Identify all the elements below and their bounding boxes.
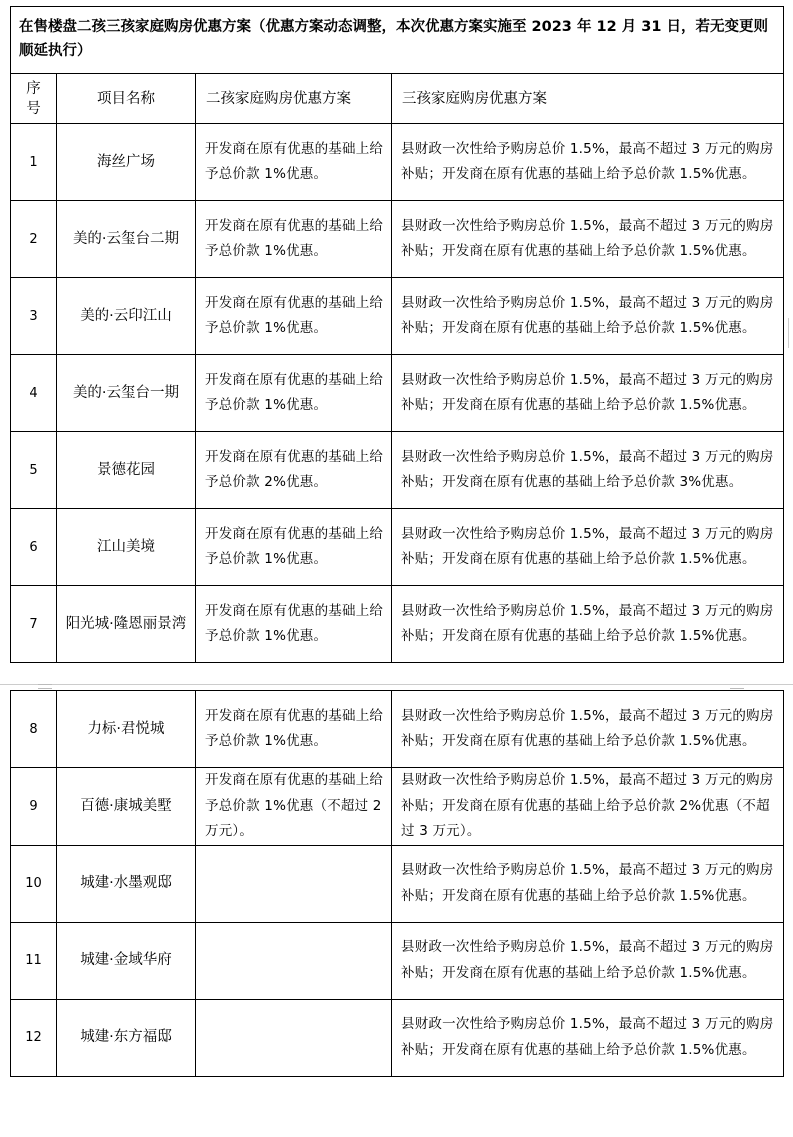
two-child-offer: 开发商在原有优惠的基础上给予总价款 1%优惠。 <box>196 278 392 355</box>
three-child-offer: 县财政一次性给予购房总价 1.5%，最高不超过 3 万元的购房补贴；开发商在原有优惠的基础上给予总价款 1.5%优惠。 <box>392 201 784 278</box>
project-name: 海丝广场 <box>57 124 196 201</box>
three-child-offer: 县财政一次性给予购房总价 1.5%，最高不超过 3 万元的购房补贴；开发商在原有优惠的基础上给予总价款 1.5%优惠。 <box>392 278 784 355</box>
project-name: 景德花园 <box>57 432 196 509</box>
table-title: 在售楼盘二孩三孩家庭购房优惠方案（优惠方案动态调整，本次优惠方案实施至 2023 年 12 月 31 日，若无变更则顺延执行） <box>11 7 784 74</box>
project-name: 美的·云印江山 <box>57 278 196 355</box>
table-row <box>11 586 784 663</box>
project-name: 力标·君悦城 <box>57 691 196 768</box>
table-row <box>11 509 784 586</box>
table-row <box>11 355 784 432</box>
three-child-offer: 县财政一次性给予购房总价 1.5%，最高不超过 3 万元的购房补贴；开发商在原有优惠的基础上给予总价款 1.5%优惠。 <box>392 509 784 586</box>
row-number: 7 <box>11 586 57 663</box>
page-break-line <box>0 684 793 685</box>
row-number: 6 <box>11 509 57 586</box>
row-number: 12 <box>11 999 57 1076</box>
project-name: 城建·东方福邸 <box>57 999 196 1076</box>
two-child-offer: 开发商在原有优惠的基础上给予总价款 2%优惠。 <box>196 432 392 509</box>
two-child-offer: 开发商在原有优惠的基础上给予总价款 1%优惠。 <box>196 355 392 432</box>
three-child-offer: 县财政一次性给予购房总价 1.5%，最高不超过 3 万元的购房补贴；开发商在原有优惠的基础上给予总价款 2%优惠（不超过 3 万元）。 <box>392 768 784 846</box>
project-name: 城建·金域华府 <box>57 922 196 999</box>
two-child-offer: 开发商在原有优惠的基础上给予总价款 1%优惠。 <box>196 691 392 768</box>
three-child-offer: 县财政一次性给予购房总价 1.5%，最高不超过 3 万元的购房补贴；开发商在原有优惠的基础上给予总价款 3%优惠。 <box>392 432 784 509</box>
project-name: 美的·云玺台二期 <box>57 201 196 278</box>
project-name: 江山美境 <box>57 509 196 586</box>
two-child-offer <box>196 922 392 999</box>
two-child-offer: 开发商在原有优惠的基础上给予总价款 1%优惠。 <box>196 509 392 586</box>
scroll-edge-mark <box>788 318 793 348</box>
row-number: 9 <box>11 768 57 846</box>
three-child-offer: 县财政一次性给予购房总价 1.5%，最高不超过 3 万元的购房补贴；开发商在原有优惠的基础上给予总价款 1.5%优惠。 <box>392 124 784 201</box>
table-row <box>11 845 784 922</box>
table-row <box>11 278 784 355</box>
table-row <box>11 768 784 846</box>
three-child-offer: 县财政一次性给予购房总价 1.5%，最高不超过 3 万元的购房补贴；开发商在原有优惠的基础上给予总价款 1.5%优惠。 <box>392 691 784 768</box>
row-number: 2 <box>11 201 57 278</box>
project-name: 阳光城·隆恩丽景湾 <box>57 586 196 663</box>
table-row <box>11 201 784 278</box>
discount-table-page-1 <box>10 6 784 663</box>
table-row <box>11 691 784 768</box>
table-row <box>11 432 784 509</box>
three-child-offer: 县财政一次性给予购房总价 1.5%，最高不超过 3 万元的购房补贴；开发商在原有优惠的基础上给予总价款 1.5%优惠。 <box>392 845 784 922</box>
two-child-offer: 开发商在原有优惠的基础上给予总价款 1%优惠。 <box>196 124 392 201</box>
three-child-offer: 县财政一次性给予购房总价 1.5%，最高不超过 3 万元的购房补贴；开发商在原有优惠的基础上给予总价款 1.5%优惠。 <box>392 355 784 432</box>
two-child-offer <box>196 845 392 922</box>
header-three-child: 三孩家庭购房优惠方案 <box>392 74 784 124</box>
project-name: 百德·康城美墅 <box>57 768 196 846</box>
table-row <box>11 999 784 1076</box>
two-child-offer: 开发商在原有优惠的基础上给予总价款 1%优惠。 <box>196 201 392 278</box>
page-corner-mark <box>730 678 744 689</box>
row-number: 11 <box>11 922 57 999</box>
discount-table-page-2 <box>10 690 784 1077</box>
two-child-offer: 开发商在原有优惠的基础上给予总价款 1%优惠（不超过 2 万元）。 <box>196 768 392 846</box>
header-two-child: 二孩家庭购房优惠方案 <box>196 74 392 124</box>
project-name: 城建·水墨观邸 <box>57 845 196 922</box>
row-number: 5 <box>11 432 57 509</box>
two-child-offer <box>196 999 392 1076</box>
three-child-offer: 县财政一次性给予购房总价 1.5%，最高不超过 3 万元的购房补贴；开发商在原有优惠的基础上给予总价款 1.5%优惠。 <box>392 999 784 1076</box>
table-row <box>11 124 784 201</box>
header-no: 序号 <box>11 74 57 124</box>
row-number: 3 <box>11 278 57 355</box>
row-number: 10 <box>11 845 57 922</box>
row-number: 1 <box>11 124 57 201</box>
table-row <box>11 922 784 999</box>
header-row <box>11 74 784 124</box>
row-number: 8 <box>11 691 57 768</box>
table-body-page-1 <box>11 124 784 663</box>
two-child-offer: 开发商在原有优惠的基础上给予总价款 1%优惠。 <box>196 586 392 663</box>
three-child-offer: 县财政一次性给予购房总价 1.5%，最高不超过 3 万元的购房补贴；开发商在原有优惠的基础上给予总价款 1.5%优惠。 <box>392 586 784 663</box>
project-name: 美的·云玺台一期 <box>57 355 196 432</box>
header-name: 项目名称 <box>57 74 196 124</box>
title-row <box>11 7 784 74</box>
row-number: 4 <box>11 355 57 432</box>
three-child-offer: 县财政一次性给予购房总价 1.5%，最高不超过 3 万元的购房补贴；开发商在原有优惠的基础上给予总价款 1.5%优惠。 <box>392 922 784 999</box>
table-body-page-2 <box>11 691 784 1077</box>
